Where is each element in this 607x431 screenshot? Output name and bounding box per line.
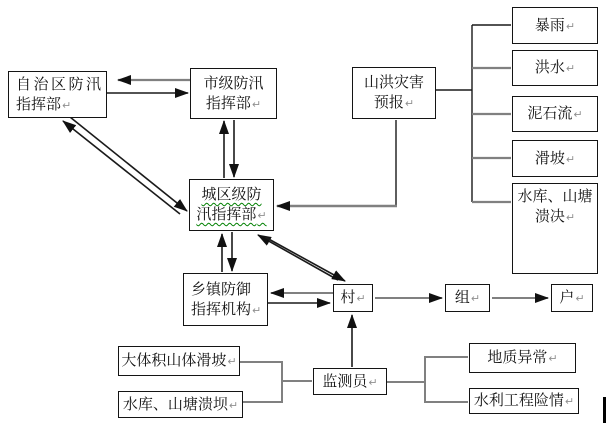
node-label: 组↵: [454, 288, 481, 306]
node-hu: [551, 284, 593, 312]
node-chengquji-fangxun-zhihuibu: [189, 179, 274, 231]
node-label: 市级防汛: [203, 73, 264, 92]
node-label: 指挥部↵: [16, 94, 72, 113]
node-label: 自治区防汛: [16, 74, 104, 93]
node-shanhong-zaihai-yubao: [352, 67, 436, 119]
node-shuiku-shantang-kuijue: [512, 183, 598, 274]
return-mark-icon: ↵: [227, 355, 237, 368]
return-mark-icon: ↵: [257, 209, 267, 222]
node-label: 指挥部↵: [205, 93, 262, 112]
node-label: 水利工程险情↵: [473, 391, 575, 409]
node-dizhi-yichang: [469, 343, 576, 373]
node-shiji-fangxun-zhihuibu: [190, 68, 277, 119]
return-mark-icon: ↵: [575, 292, 585, 305]
node-label: 洪水↵: [534, 58, 576, 76]
connector-arrow: [258, 235, 338, 280]
return-mark-icon: ↵: [62, 98, 72, 112]
return-mark-icon: ↵: [251, 97, 262, 111]
return-mark-icon: ↵: [565, 152, 576, 166]
node-label: 地质异常↵: [487, 348, 558, 366]
node-label: 监测员↵: [322, 371, 378, 390]
node-label: 指挥机构↵: [191, 299, 262, 318]
return-mark-icon: ↵: [565, 62, 576, 75]
node-label: 泥石流↵: [527, 104, 583, 122]
return-mark-icon: ↵: [565, 19, 576, 33]
return-mark-icon: ↵: [564, 395, 575, 408]
node-zu: [445, 284, 490, 312]
node-datiji-shanti-huapo: [118, 346, 240, 376]
return-mark-icon: ↵: [565, 211, 576, 224]
node-label: 村↵: [340, 288, 366, 306]
return-mark-icon: ↵: [404, 97, 415, 110]
node-label: 城区级防: [201, 185, 262, 203]
node-xiangzhen-fangyu-jigou: [183, 273, 268, 326]
return-mark-icon: ↵: [228, 398, 239, 412]
node-label: 户↵: [559, 288, 585, 306]
return-mark-icon: ↵: [368, 375, 378, 389]
connector-arrow: [265, 237, 345, 281]
return-mark-icon: ↵: [470, 292, 481, 305]
node-baoyu: [512, 7, 598, 44]
node-label: 预报↵: [373, 93, 415, 111]
node-hongshui: [512, 50, 598, 86]
node-jianceyuan: [313, 368, 387, 395]
node-label: 大体积山体滑坡↵: [121, 351, 237, 369]
node-shuili-gongcheng-xianqing: [469, 388, 579, 414]
node-huapo: [512, 140, 598, 177]
node-label: 山洪灾害: [363, 73, 424, 91]
return-mark-icon: ↵: [548, 352, 558, 365]
return-mark-icon: ↵: [252, 303, 262, 317]
connector-arrow: [70, 117, 187, 211]
node-zizhiqu-fangxun-zhihuibu: [8, 71, 107, 118]
node-cun: [333, 284, 373, 312]
node-nishiliu: [512, 96, 598, 132]
node-label: 滑坡↵: [534, 148, 576, 167]
node-label: 水库、山塘: [517, 187, 593, 205]
node-label: 暴雨↵: [534, 15, 576, 34]
return-mark-icon: ↵: [573, 108, 583, 121]
text-cursor: [603, 397, 606, 423]
node-label: 水库、山塘溃坝↵: [122, 394, 239, 413]
return-mark-icon: ↵: [356, 292, 366, 305]
connector-arrow: [63, 121, 180, 214]
node-label: 乡镇防御: [191, 279, 252, 298]
node-label: 溃决↵: [534, 207, 576, 225]
node-shuiku-shantang-kuiba: [118, 391, 243, 418]
node-label: 汛指挥部↵: [196, 205, 267, 223]
